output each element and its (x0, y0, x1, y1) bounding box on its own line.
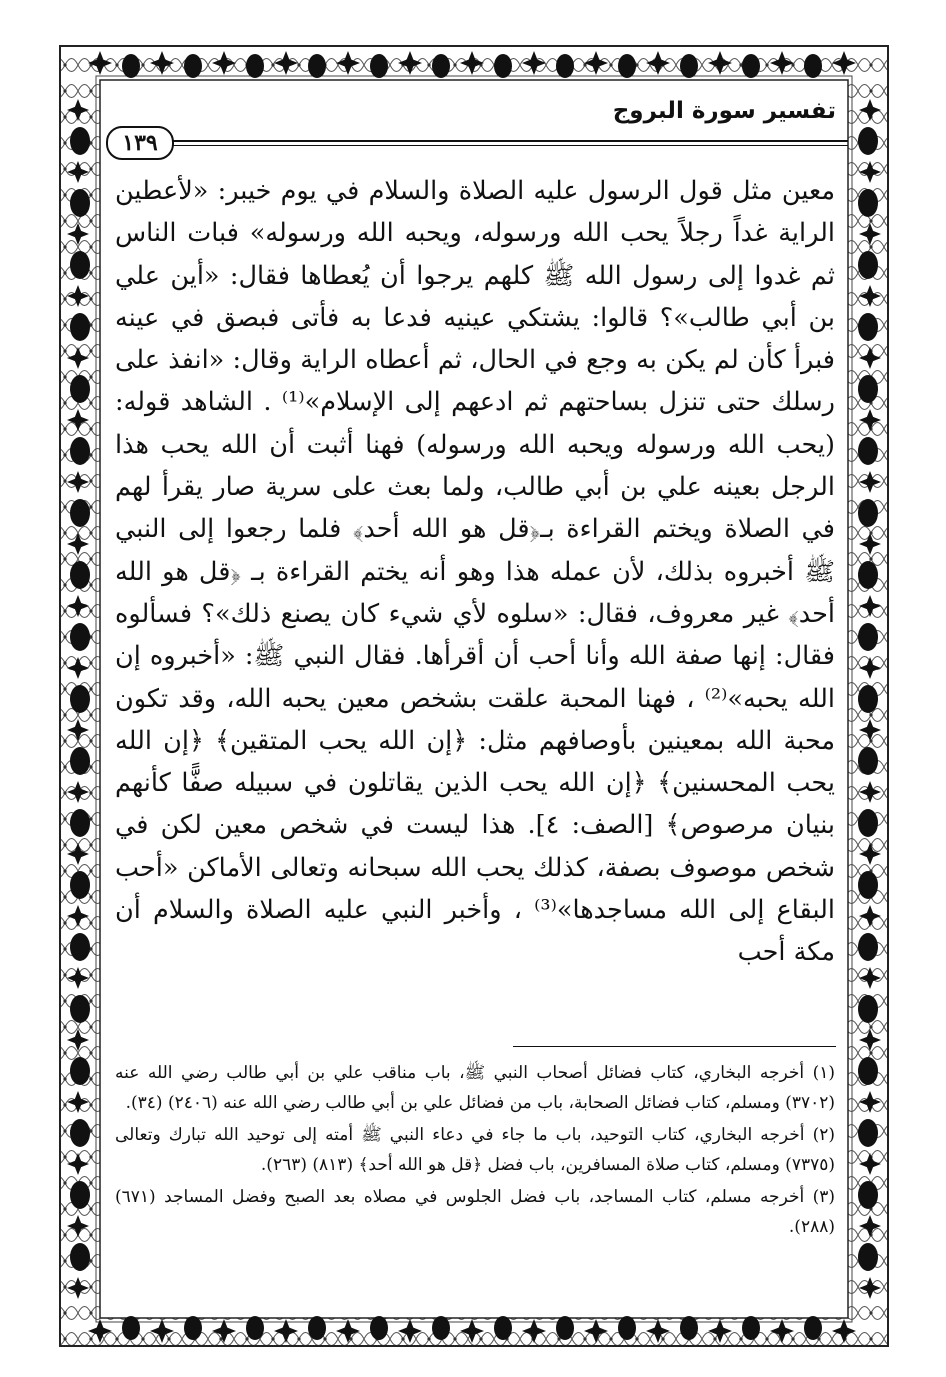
border-drop-ornament (70, 127, 90, 155)
border-drop-ornament (858, 809, 878, 837)
border-drop-ornament (858, 871, 878, 899)
footnotes (115, 1058, 835, 1244)
border-drop-ornament (70, 437, 90, 465)
border-drop-ornament (308, 54, 326, 78)
border-drop-ornament (858, 623, 878, 651)
border-drop-ornament (70, 313, 90, 341)
border-drop-ornament (70, 995, 90, 1023)
border-drop-ornament (70, 251, 90, 279)
border-drop-ornament (70, 189, 90, 217)
border-drop-ornament (70, 623, 90, 651)
border-drop-ornament (742, 54, 760, 78)
border-drop-ornament (122, 54, 140, 78)
footnote-2: (٢) أخرجه البخاري، كتاب التوحيد، باب ما جاء في دعاء النبي ﷺ أمته إلى توحيد الله تبارك وتعالى (٧٣٧٥) ومسلم، كتاب صلاة المسافرين، باب فضل ﴿قل هو الله أحد﴾ (٨١٣) (٢٦٣). (115, 1125, 835, 1175)
border-drop-ornament (858, 933, 878, 961)
border-drop-ornament (432, 1316, 450, 1340)
border-drop-ornament (858, 1243, 878, 1271)
border-drop-ornament (858, 995, 878, 1023)
border-drop-ornament (804, 1316, 822, 1340)
border-drop-ornament (680, 1316, 698, 1340)
footnote-3: (٣) أخرجه مسلم، كتاب المساجد، باب فضل الجلوس في مصلاه بعد الصبح وفضل المساجد (٦٧١) (٢٨٨). (115, 1187, 835, 1237)
border-drop-ornament (556, 54, 574, 78)
border-drop-ornament (70, 561, 90, 589)
running-title: تفسير سورة البروج (612, 98, 836, 124)
border-drop-ornament (70, 747, 90, 775)
border-drop-ornament (858, 747, 878, 775)
border-drop-ornament (70, 871, 90, 899)
border-drop-ornament (184, 54, 202, 78)
border-drop-ornament (432, 54, 450, 78)
border-drop-ornament (618, 54, 636, 78)
border-drop-ornament (70, 1119, 90, 1147)
header-rule-thin (170, 145, 848, 146)
border-drop-ornament (858, 251, 878, 279)
border-drop-ornament (122, 1316, 140, 1340)
border-drop-ornament (494, 1316, 512, 1340)
footnote-separator (513, 1046, 836, 1047)
border-drop-ornament (858, 189, 878, 217)
border-drop-ornament (858, 685, 878, 713)
border-drop-ornament (804, 54, 822, 78)
border-drop-ornament (858, 499, 878, 527)
border-drop-ornament (70, 1057, 90, 1085)
border-drop-ornament (370, 1316, 388, 1340)
border-drop-ornament (858, 313, 878, 341)
page-header (100, 92, 848, 162)
footnote-1: (١) أخرجه البخاري، كتاب فضائل أصحاب النبي ﷺ، باب مناقب علي بن أبي طالب رضي الله عنه (٣٧٠٢) ومسلم، كتاب فضائل الصحابة، باب من فضائل علي بن أبي طالب رضي الله عنه (٢٤٠٦) (٣٤). (115, 1063, 835, 1113)
border-drop-ornament (858, 1119, 878, 1147)
border-drop-ornament (246, 54, 264, 78)
border-drop-ornament (370, 54, 388, 78)
border-drop-ornament (70, 933, 90, 961)
border-drop-ornament (858, 375, 878, 403)
border-drop-ornament (70, 1181, 90, 1209)
border-drop-ornament (858, 127, 878, 155)
border-drop-ornament (308, 1316, 326, 1340)
body-paragraph: معين مثل قول الرسول عليه الصلاة والسلام في يوم خيبر: «لأعطين الراية غداً رجلاً يحب الله ورسوله، ويحبه الله ورسوله» فبات الناس ثم غدوا إلى رسول الله ﷺ كلهم يرجوا أن يُعطاها فقال: «أين علي بن أبي طالب»؟ قالوا: يشتكي عينيه فدعا به فأتى فبصق في عينه فبرأ كأن لم يكن به وجع في الحال، ثم أعطاه الراية وقال: «انفذ على رسلك حتى تنزل بساحتهم ثم ادعهم إلى الإسلام»⁽¹⁾ . الشاهد قوله: (يحب الله ورسوله ويحبه الله ورسوله) فهنا أثبت أن الله يحب هذا الرجل بعينه علي بن أبي طالب، ولما بعث على سرية صار يقرأ لهم في الصلاة ويختم القراءة بـ﴿قل هو الله أحد﴾ فلما رجعوا إلى النبي ﷺ أخبروه بذلك، لأن عمله هذا وهو أنه يختم القراءة بـ ﴿قل هو الله أحد﴾ غير معروف، فقال: «سلوه لأي شيء كان يصنع ذلك»؟ فسألوه فقال: إنها صفة الله وأنا أحب أن أقرأها. فقال النبي ﷺ: «أخبروه إن الله يحبه»⁽²⁾ ، فهنا المحبة علقت بشخص معين يحبه الله، وقد تكون محبة الله بمعينين بأوصافهم مثل: ﴿إن الله يحب المتقين﴾ ﴿إن الله يحب المحسنين﴾ ﴿إن الله يحب الذين يقاتلون في سبيله صفًّا كأنهم بنيان مرصوص﴾ [الصف: ٤]. هذا ليست في شخص معين لكن في شخص موصوف بصفة، كذلك يحب الله سبحانه وتعالى الأماكن «أحب البقاع إلى الله مساجدها»⁽³⁾ ، وأخبر النبي عليه الصلاة والسلام أن مكة أحب (115, 176, 835, 968)
border-drop-ornament (246, 1316, 264, 1340)
border-drop-ornament (70, 1243, 90, 1271)
border-drop-ornament (556, 1316, 574, 1340)
border-drop-ornament (858, 437, 878, 465)
border-drop-ornament (184, 1316, 202, 1340)
border-drop-ornament (680, 54, 698, 78)
border-drop-ornament (618, 1316, 636, 1340)
page-number: ١٣٩ (106, 126, 174, 160)
border-drop-ornament (858, 561, 878, 589)
border-drop-ornament (70, 499, 90, 527)
border-drop-ornament (494, 54, 512, 78)
border-drop-ornament (742, 1316, 760, 1340)
border-drop-ornament (70, 375, 90, 403)
border-drop-ornament (70, 685, 90, 713)
main-text (115, 170, 835, 974)
border-drop-ornament (858, 1181, 878, 1209)
border-drop-ornament (70, 809, 90, 837)
header-rule (170, 140, 848, 142)
border-drop-ornament (858, 1057, 878, 1085)
